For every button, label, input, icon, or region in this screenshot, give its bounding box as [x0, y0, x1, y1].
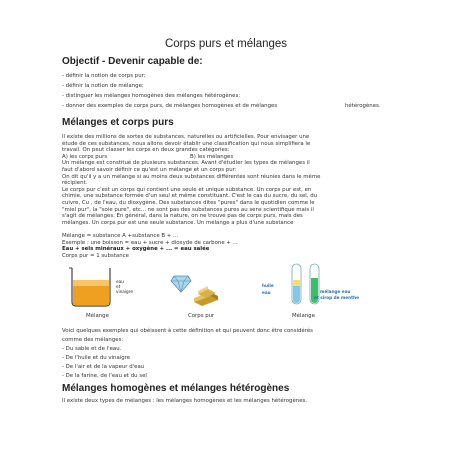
tube-label: mélange eau — [320, 289, 351, 294]
section1-heading: Mélanges et corps purs — [62, 117, 174, 128]
paragraph-line: "miel pur", la "soie pure", etc... ne sont pas des substances pures au sens scientifique mais il — [62, 206, 314, 213]
paragraph-line: chimie, une substance formée d'un seul et même constituant. C'est le cas du sucre, du sel, du — [62, 193, 318, 200]
paragraph-line: A) les corps purs — [62, 153, 108, 160]
example-item: - Du sable et de l'eau. — [62, 346, 122, 352]
objectif-item: - définir la notion de corps pur; — [62, 73, 146, 79]
section2-heading: Mélanges homogènes et mélanges hétérogènes — [62, 383, 290, 394]
paragraph-line: Il existe deux types de mélanges : les mélanges homogènes et les mélanges hétérogènes. — [62, 398, 308, 404]
example-item: - De l'air et de la vapeur d'eau — [62, 364, 145, 370]
diamond-illustration — [170, 274, 192, 294]
paragraph-line: faut d'abord savoir définir ce qu'est un mélange et un corps pur: — [62, 167, 237, 173]
paragraph-line: On dit qu'il y a un mélange si au moins deux substances différentes sont réunies dans le même — [62, 173, 321, 180]
beaker-label: eau — [116, 279, 124, 284]
tube-label: et sirop de menthe — [314, 295, 359, 300]
paragraph-line: Le corps pur c'est un corps qui contient une seule et unique substance. Un corps pur est, en — [62, 186, 312, 193]
objectif-heading: Objectif - Devenir capable de: — [62, 56, 203, 67]
beaker-illustration — [66, 266, 120, 308]
objectif-item: - définir la notion de mélange; — [62, 83, 144, 89]
page-title: Corps purs et mélanges — [164, 38, 288, 50]
examples-intro: Voici quelques exemples qui obéissent à cette définition et qui peuvent donc être considérés — [62, 328, 313, 334]
paragraph-line: B) les mélanges — [190, 153, 234, 160]
figure-caption: Corps pur — [188, 313, 215, 319]
figure-caption: Mélange — [86, 313, 109, 319]
paragraph-line: étude de ces substances, nous allons devoir établir une classification qui nous simplifiera le — [62, 140, 311, 147]
paragraph-line: récipient. — [62, 180, 88, 187]
gold-bars-illustration — [192, 280, 220, 306]
formula-line-bold: Eau + sels minéraux + oxygène + ... = eau salée — [62, 246, 210, 253]
tube-label: huile — [262, 283, 274, 288]
beaker-label: vinaigre — [116, 289, 133, 294]
paragraph-line: travail. On peut classer les corps en deux grandes catégories: — [62, 147, 230, 154]
formula-line: Corps pur = 1 substance — [62, 252, 129, 259]
objectif-item: - distinguer les mélanges homogènes des mélanges hétérogènes; — [62, 93, 241, 99]
formula-line: Exemple : une boisson = eau + sucre + dioxyde de carbone + ... — [62, 239, 238, 246]
paragraph-line: mélanges. Un corps pur est une seule substance. Un mélange a plus d'une substance — [62, 219, 294, 226]
formula-line: Mélange = substance A +substance B + ... — [62, 233, 179, 239]
beaker-label: et — [116, 284, 121, 289]
paragraph-line: s'agit de mélanges. En général, dans la nature, on ne trouve pas de corps purs, mais des — [62, 213, 303, 220]
objectif-item: - donner des exemples de corps purs, de mélanges homogènes et de mélanges — [62, 103, 278, 109]
figure-caption: Mélange — [292, 313, 315, 319]
paragraph-line: cuivre, Cu , de l'eau, du dioxygène. Des substances dites "pures" dans le quotidien comme le — [62, 200, 315, 206]
objectif-item: hétérogènes. — [345, 103, 381, 109]
paragraph-line: Un mélange est constitué de plusieurs substances. Avant d'étudier les types de mélanges il — [62, 160, 310, 167]
example-item: - De l'huile et du vinaigre — [62, 355, 131, 361]
tube-label: eau — [262, 290, 271, 295]
example-item: - De la farine, de l'eau et du sel — [62, 373, 147, 379]
paragraph-line: Il existe des millions de sortes de substances, naturelles ou artificielles. Pour envisager une — [62, 134, 310, 140]
examples-intro: comme des mélanges: — [62, 337, 124, 343]
test-tubes-illustration — [286, 262, 326, 310]
